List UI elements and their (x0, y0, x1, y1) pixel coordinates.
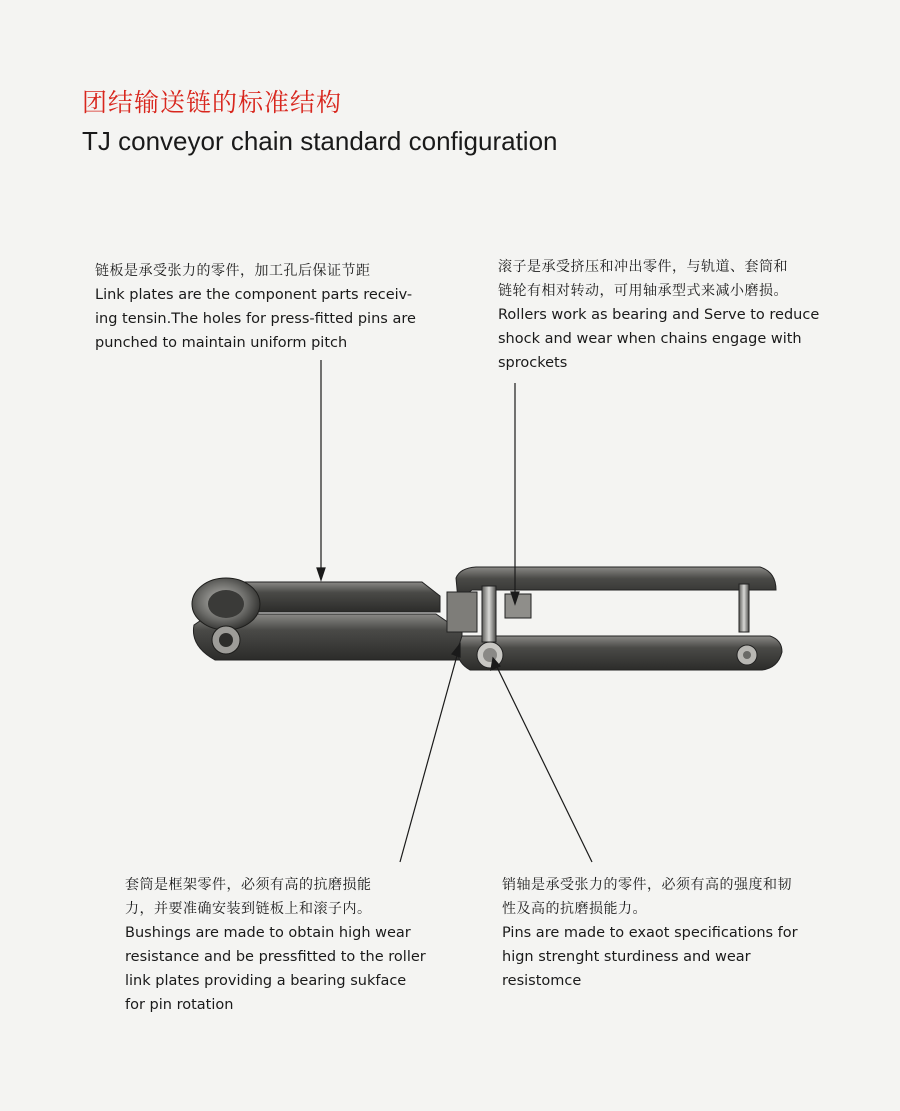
pin-center-icon (482, 586, 496, 642)
roller-left-face-icon (208, 590, 244, 618)
bushings-note-cn: 力，并要准确安装到链板上和滚子内。 (125, 901, 372, 917)
bushings-note-line: resistance and be pressfitted to the roller (125, 949, 426, 965)
pin-right-head-inner-icon (743, 651, 751, 659)
bushing-block-right (505, 594, 531, 618)
bushing-left-bore-icon (219, 633, 233, 647)
rollers-note-line: shock and wear when chains engage with (498, 331, 802, 347)
bushings-note-line: for pin rotation (125, 997, 234, 1013)
bushings-note-line: link plates providing a bearing sukface (125, 973, 407, 989)
pin-right-icon (739, 584, 749, 632)
bushings-note-cn: 套筒是框架零件，必须有高的抗磨损能 (125, 877, 372, 893)
page-title-english: TJ conveyor chain standard configuration (82, 126, 558, 156)
link-plate-right-lower (458, 636, 782, 670)
pins-note-cn: 性及高的抗磨损能力。 (502, 901, 647, 917)
page-title-chinese: 团结输送链的标准结构 (82, 88, 343, 117)
pins-note-cn: 销轴是承受张力的零件，必须有高的强度和韧 (502, 877, 792, 893)
bushing-block-left (447, 592, 477, 632)
rollers-note-line: sprockets (498, 355, 568, 371)
leader-line-pins (496, 665, 592, 862)
link-plates-note-cn: 链板是承受张力的零件，加工孔后保证节距 (95, 263, 371, 279)
pins-note-line: Pins are made to exaot specifications for (502, 925, 798, 941)
rollers-note-line: Rollers work as bearing and Serve to reduce (498, 307, 820, 323)
leader-arrow-link-plates-icon (317, 568, 325, 580)
bushings-note-line: Bushings are made to obtain high wear (125, 925, 411, 941)
link-plates-note-line: punched to maintain uniform pitch (95, 335, 348, 351)
rollers-note-cn: 滚子是承受挤压和冲出零件，与轨道、套筒和 (498, 259, 788, 275)
link-plate-right-upper (456, 567, 776, 600)
pins-note-line: resistomce (502, 973, 582, 989)
leader-line-bushings (400, 652, 458, 862)
link-plates-note-line: ing tensin.The holes for press-fitted pins are (95, 311, 416, 327)
rollers-note-cn: 链轮有相对转动，可用轴承型式来减小磨损。 (498, 283, 788, 299)
pins-note-line: hign strenght sturdiness and wear (502, 949, 751, 965)
link-plates-note-line: Link plates are the component parts receiv- (95, 287, 413, 303)
